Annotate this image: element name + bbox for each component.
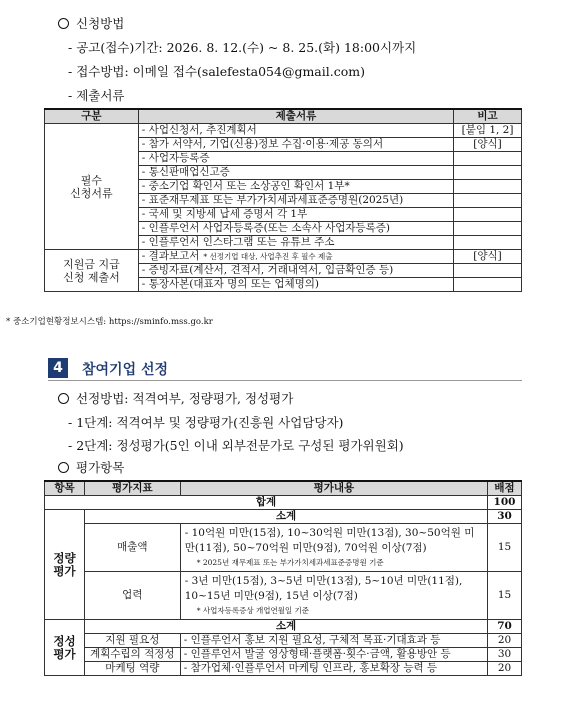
qual-indicator-marketing: 마케팅 역량 — [84, 662, 180, 676]
section-rule — [48, 380, 522, 381]
docs-header-docs: 제출서류 — [138, 109, 453, 124]
rows1-note — [454, 194, 522, 208]
rows2-doc-cell — [138, 250, 453, 264]
eval-table — [44, 480, 522, 676]
items-heading-text: 평가항목 — [76, 460, 125, 475]
qual-subtotal-label: 소계 — [84, 620, 487, 634]
rows1-note: [양식] — [454, 138, 522, 152]
qual-indicator-need: 지원 필요성 — [84, 634, 180, 648]
apply-period: - 공고(접수)기간: 2026. 8. 12.(수) ~ 8. 25.(화) 18:00시까지 — [68, 40, 417, 55]
quant-label: 정량 평가 — [45, 510, 85, 620]
qual-score-marketing: 20 — [488, 662, 522, 676]
rows2-doc: - 증빙자료(계산서, 견적서, 거래내역서, 입금확인증 등) — [141, 264, 394, 276]
rows1-note: [붙임 1, 2] — [454, 124, 522, 138]
total-score: 100 — [488, 496, 522, 510]
select-method-text: 선정방법: 적격여부, 정량평가, 정성평가 — [76, 391, 294, 406]
quant-subtotal-label: 소계 — [84, 510, 487, 524]
rows1-doc-cell — [138, 138, 453, 152]
qual-subtotal: 70 — [488, 620, 522, 634]
rows1-doc: - 인플루언서 사업자등록증(또는 소속사 사업자등록증) — [141, 222, 391, 234]
items-heading — [58, 458, 124, 476]
rows2-group-label: 지원금 지급 신청 제출서 — [45, 250, 139, 292]
eval-header-score: 배점 — [488, 481, 522, 496]
rows1-doc: - 사업신청서, 추진계획서 — [141, 124, 257, 136]
rows1-doc-cell — [138, 166, 453, 180]
eval-header-item: 항목 — [45, 481, 85, 496]
docs-table — [44, 108, 522, 292]
rows1-doc-cell — [138, 236, 453, 250]
rows1-note — [454, 222, 522, 236]
quant-score-years: 15 — [488, 572, 522, 620]
rows2-doc: - 통장사본(대표자 명의 또는 업체명의) — [141, 278, 320, 290]
circle-bullet-icon — [58, 462, 69, 473]
rows1-doc-cell — [138, 194, 453, 208]
rows1-note — [454, 166, 522, 180]
apply-heading — [58, 14, 124, 32]
rows1-doc: - 중소기업 확인서 또는 소상공인 확인서 1부* — [141, 180, 350, 192]
docs-header-note: 비고 — [454, 109, 522, 124]
rows1-note — [454, 236, 522, 250]
circle-bullet-icon — [58, 393, 69, 404]
quant-content-sales: - 10억원 미만(15점), 10~30억원 미만(13점), 30~50억원 미만(11점), 50~70억원 미만(9점), 70억원 이상(7점) — [184, 527, 475, 554]
rows1-doc: - 참가 서약서, 기업(신용)정보 수집·이용·제공 동의서 — [141, 138, 384, 150]
rows2-row — [45, 250, 522, 264]
qual-content-plan: - 인플루언서 발굴 영상형태·플랫폼·횟수·금액, 활용방안 등 — [180, 648, 487, 662]
docs-footnote: * 중소기업현황정보시스템: https://sminfo.mss.go.kr — [6, 317, 213, 327]
rows1-doc-cell — [138, 222, 453, 236]
rows1-note — [454, 180, 522, 194]
qual-label: 정성 평가 — [45, 620, 85, 676]
section-title: 참여기업 선정 — [82, 362, 169, 378]
apply-method: - 접수방법: 이메일 접수(salefesta054@gmail.com) — [68, 64, 365, 79]
rows2-note: [양식] — [454, 250, 522, 264]
rows1-note — [454, 208, 522, 222]
apply-docs: - 제출서류 — [68, 88, 125, 103]
eval-header-content: 평가내용 — [180, 481, 487, 496]
step2: - 2단계: 정성평가(5인 이내 외부전문가로 구성된 평가위원회) — [68, 438, 404, 453]
rows2-doc-cell — [138, 278, 453, 292]
rows1-note — [454, 152, 522, 166]
step1: - 1단계: 적격여부 및 정량평가(진흥원 사업담당자) — [68, 415, 344, 430]
total-label: 합계 — [45, 496, 488, 510]
select-method — [58, 389, 293, 407]
rows2-doc: - 결과보고서 — [141, 250, 200, 262]
qual-content-marketing: - 참가업체·인플루언서 마케팅 인프라, 홍보확장 능력 등 — [180, 662, 487, 676]
apply-heading-text: 신청방법 — [76, 16, 125, 31]
section-number: 4 — [48, 358, 68, 378]
quant-note-sales: * 2025년 재무제표 또는 부가가치세과세표준증명원 기준 — [196, 558, 384, 567]
quant-score-sales: 15 — [488, 524, 522, 572]
rows1-doc-cell — [138, 180, 453, 194]
quant-indicator-sales: 매출액 — [84, 524, 180, 572]
rows1-doc: - 표준재무제표 또는 부가가치세과세표준증명원(2025년) — [141, 194, 404, 206]
eval-header-indicator: 평가지표 — [84, 481, 180, 496]
rows1-doc: - 인플루언서 인스타그램 또는 유튜브 주소 — [141, 236, 335, 248]
docs-header-category: 구분 — [45, 109, 139, 124]
qual-indicator-plan: 계획수립의 적정성 — [84, 648, 180, 662]
rows2-note — [454, 264, 522, 278]
rows1-doc-cell — [138, 124, 453, 138]
rows2-doc-note: * 선정기업 대상, 사업추진 후 필수 제출 — [203, 252, 333, 261]
quant-content-years: - 3년 미만(15점), 3~5년 미만(13점), 5~10년 미만(11점), 10~15년 미만(9점), 15년 이상(7점) — [184, 575, 463, 602]
rows1-doc-cell — [138, 152, 453, 166]
rows1-doc: - 통신판매업신고증 — [141, 166, 230, 178]
rows1-group-label: 필수 신청서류 — [45, 124, 139, 250]
quant-subtotal: 30 — [488, 510, 522, 524]
quant-note-years: * 사업자등록증상 개업연월일 기준 — [196, 606, 310, 615]
rows2-note — [454, 278, 522, 292]
rows2-doc-cell — [138, 264, 453, 278]
rows1-doc: - 국세 및 지방세 납세 증명서 각 1부 — [141, 208, 308, 220]
qual-content-need: - 인플루언서 홍보 지원 필요성, 구체적 목표·기대효과 등 — [180, 634, 487, 648]
rows1-row — [45, 124, 522, 138]
qual-score-plan: 30 — [488, 648, 522, 662]
rows1-doc-cell — [138, 208, 453, 222]
circle-bullet-icon — [58, 18, 69, 29]
quant-indicator-years: 업력 — [84, 572, 180, 620]
rows1-doc: - 사업자등록증 — [141, 152, 210, 164]
qual-score-need: 20 — [488, 634, 522, 648]
